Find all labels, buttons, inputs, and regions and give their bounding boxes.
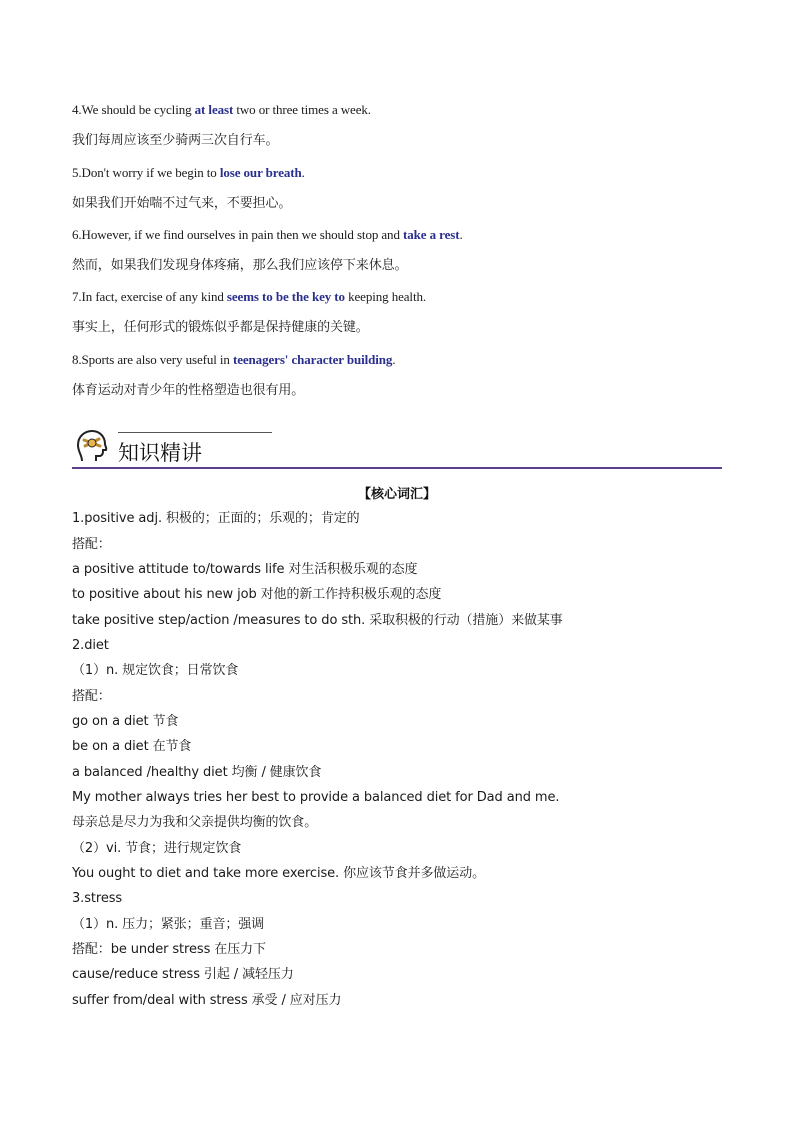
vocab-line: 1.positive adj. 积极的；正面的；乐观的；肯定的 xyxy=(72,511,360,526)
vocab-line: My mother always tries her best to provide a balanced diet for Dad and me. xyxy=(72,790,560,805)
vocab-line: 2.diet xyxy=(72,638,109,653)
highlight-phrase: teenagers' character building xyxy=(232,352,393,367)
section-divider xyxy=(72,467,722,469)
vocab-line: 搭配： xyxy=(72,689,111,704)
vocab-line: be on a diet 在节食 xyxy=(72,739,192,754)
sentence-5-cn: 如果我们开始喘不过气来，不要担心。 xyxy=(72,196,292,211)
vocab-line: （1）n. 规定饮食；日常饮食 xyxy=(72,663,239,678)
vocab-line: 搭配： xyxy=(72,537,111,552)
vocab-line: suffer from/deal with stress 承受 / 应对压力 xyxy=(72,993,342,1008)
vocab-line: 搭配：be under stress 在压力下 xyxy=(72,942,266,957)
sentence-4-en: 4.We should be cycling at least two or three times a week. xyxy=(72,102,371,117)
core-vocab-heading: 【核心词汇】 xyxy=(357,487,436,502)
sentence-6-en: 6.However, if we find ourselves in pain then we should stop and take a rest. xyxy=(72,227,463,242)
sentence-7-cn: 事实上，任何形式的锻炼似乎都是保持健康的关键。 xyxy=(72,320,369,335)
vocab-line: to positive about his new job 对他的新工作持积极乐观的态度 xyxy=(72,587,442,602)
section-header xyxy=(72,426,722,472)
sentence-4-cn: 我们每周应该至少骑两三次自行车。 xyxy=(72,133,279,148)
highlight-phrase: seems to be the key to xyxy=(226,289,345,304)
section-title: 知识精讲 xyxy=(118,441,202,465)
head-profile-icon xyxy=(74,428,108,464)
vocab-line: cause/reduce stress 引起 / 减轻压力 xyxy=(72,967,294,982)
vocab-line: （1）n. 压力；紧张；重音；强调 xyxy=(72,917,265,932)
vocab-line: （2）vi. 节食；进行规定饮食 xyxy=(72,841,242,856)
vocab-line: take positive step/action /measures to do sth. 采取积极的行动（措施）来做某事 xyxy=(72,613,563,628)
vocab-line: You ought to diet and take more exercise. 你应该节食并多做运动。 xyxy=(72,866,485,881)
highlight-phrase: lose our breath xyxy=(219,165,302,180)
sentence-5-en: 5.Don't worry if we begin to lose our breath. xyxy=(72,165,305,180)
vocab-line: 3.stress xyxy=(72,891,123,906)
sentence-8-cn: 体育运动对青少年的性格塑造也很有用。 xyxy=(72,383,305,398)
title-overline xyxy=(118,432,272,433)
vocab-line: go on a diet 节食 xyxy=(72,714,179,729)
highlight-phrase: take a rest xyxy=(403,227,460,242)
sentence-8-en: 8.Sports are also very useful in teenagers' character building. xyxy=(72,352,396,367)
highlight-phrase: at least xyxy=(194,102,234,117)
vocab-line: 母亲总是尽力为我和父亲提供均衡的饮食。 xyxy=(72,815,318,830)
vocab-line: a positive attitude to/towards life 对生活积极乐观的态度 xyxy=(72,562,418,577)
sentence-6-cn: 然而，如果我们发现身体疼痛，那么我们应该停下来休息。 xyxy=(72,258,408,273)
sentence-7-en: 7.In fact, exercise of any kind seems to be the key to keeping health. xyxy=(72,289,427,304)
vocab-line: a balanced /healthy diet 均衡 / 健康饮食 xyxy=(72,765,322,780)
